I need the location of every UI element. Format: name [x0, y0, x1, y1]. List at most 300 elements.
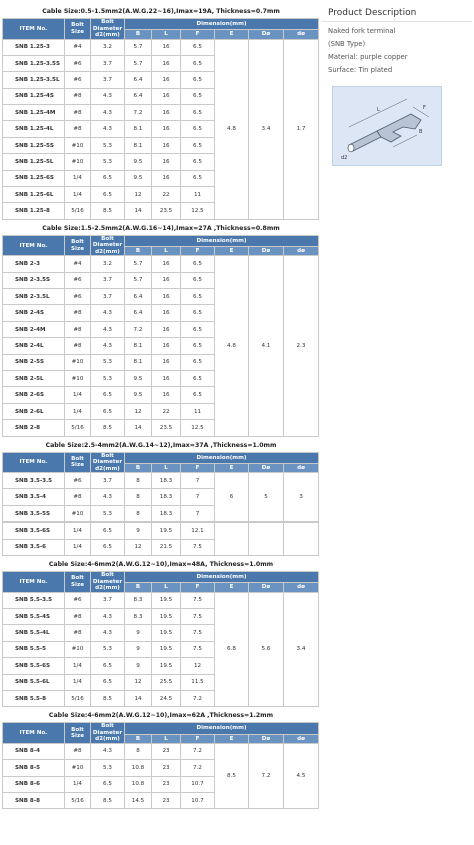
dim-e: 6	[215, 473, 249, 522]
item-header: ITEM No.	[3, 19, 65, 40]
bolt-diameter: 5.3	[91, 371, 125, 387]
dim-f: 7.5	[181, 641, 215, 657]
dim-l: 22	[152, 403, 181, 419]
bolt-size: #10	[65, 137, 91, 153]
dphi-header: Dø	[249, 463, 284, 472]
dim-f: 7	[181, 489, 215, 505]
bolt-diameter: 5.3	[91, 505, 125, 521]
item-header: ITEM No.	[3, 723, 65, 744]
b-header: B	[125, 30, 152, 39]
description-line: Surface: Tin plated	[328, 66, 393, 74]
dim-l: 16	[152, 72, 181, 88]
terminal-fork	[377, 114, 421, 142]
bolt-diameter: 6.5	[91, 523, 125, 539]
bolt-diameter: 4.3	[91, 88, 125, 104]
dim-dsmall	[284, 523, 319, 556]
table-row	[3, 39, 319, 55]
bolt-diameter: 5.3	[91, 154, 125, 170]
bolt-size: 1/4	[65, 387, 91, 403]
bolt-size: 5/16	[65, 792, 91, 808]
bolt-diameter: 6.5	[91, 539, 125, 555]
dim-dsmall: 3	[284, 473, 319, 522]
dim-l: 16	[152, 321, 181, 337]
e-header: E	[215, 30, 249, 39]
dim-f: 7.2	[181, 760, 215, 776]
item-number: SNB 8-5	[3, 760, 65, 776]
dim-f: 6.5	[181, 170, 215, 186]
dim-l: 18.3	[152, 473, 181, 489]
description-line: Naked fork terminal	[328, 27, 396, 35]
dim-f: 6.5	[181, 88, 215, 104]
dim-f: 6.5	[181, 354, 215, 370]
l-header: L	[152, 30, 181, 39]
dim-b: 8.3	[125, 592, 152, 608]
dim-f: 6.5	[181, 289, 215, 305]
bolt-diameter: 3.7	[91, 289, 125, 305]
dim-b: 6.4	[125, 289, 152, 305]
dim-f: 6.5	[181, 39, 215, 55]
dim-l: 16	[152, 354, 181, 370]
dim-l: 16	[152, 55, 181, 71]
dsmall-header: dø	[284, 247, 319, 256]
bolt-diameter: 5.3	[91, 641, 125, 657]
dim-l: 16	[152, 137, 181, 153]
item-number: SNB 1.25-4M	[3, 105, 65, 121]
bolt-diameter: 4.3	[91, 608, 125, 624]
cable-size-title: Cable Size:4-6mm2(A.W.G.12~10),Imax=62A ,Thickness=1.2mm	[48, 712, 274, 720]
bolt-size: 5/16	[65, 420, 91, 436]
bolt-diameter: 3.2	[91, 39, 125, 55]
cable-size-title: Cable Size:0.5-1.5mm2(A.W.G.22~16),Imax=19A, Thickness=0.7mm	[42, 8, 280, 15]
dim-b: 8	[125, 489, 152, 505]
dim-f: 6.5	[181, 72, 215, 88]
dsmall-header: dø	[284, 734, 319, 743]
dim-l: 16	[152, 387, 181, 403]
dim-l: 16	[152, 154, 181, 170]
bolt-diameter: 4.3	[91, 338, 125, 354]
bolt-size: #10	[65, 505, 91, 521]
dimension-header: Dimension(mm)	[125, 235, 319, 246]
item-number: SNB 2-5S	[3, 354, 65, 370]
dim-b: 8.3	[125, 608, 152, 624]
bolt-size: 1/4	[65, 658, 91, 674]
dim-f: 6.5	[181, 55, 215, 71]
dim-b: 5.7	[125, 55, 152, 71]
dim-f: 6.5	[181, 305, 215, 321]
bolt-size: #8	[65, 121, 91, 137]
dim-b: 14.5	[125, 792, 152, 808]
dim-l: 16	[152, 289, 181, 305]
dim-b: 9.5	[125, 387, 152, 403]
description-line: Material: purple copper	[328, 53, 408, 61]
bolt-size: #10	[65, 641, 91, 657]
item-number: SNB 2-3	[3, 256, 65, 272]
f-header: F	[181, 583, 215, 592]
l-header: L	[152, 583, 181, 592]
bolt-size: #8	[65, 88, 91, 104]
dim-label-b: B	[419, 129, 423, 135]
dim-label-f: F	[423, 105, 426, 111]
dim-e: 4.8	[215, 39, 249, 219]
table-row	[3, 592, 319, 608]
dim-f: 12.5	[181, 420, 215, 436]
dim-b: 8	[125, 473, 152, 489]
item-number: SNB 3.5-6S	[3, 523, 65, 539]
dim-b: 5.7	[125, 256, 152, 272]
dim-b: 14	[125, 420, 152, 436]
bolt-size: 1/4	[65, 187, 91, 203]
dim-l: 16	[152, 256, 181, 272]
bolt-diameter: 6.5	[91, 187, 125, 203]
dim-label-l: L	[377, 107, 380, 113]
spec-table	[2, 571, 319, 707]
dim-l: 19.5	[152, 641, 181, 657]
dim-f: 6.5	[181, 338, 215, 354]
bolt-diameter: 3.7	[91, 72, 125, 88]
item-number: SNB 1.25-4L	[3, 121, 65, 137]
spec-section	[2, 559, 320, 707]
bolt-size: #6	[65, 72, 91, 88]
dim-f: 11	[181, 403, 215, 419]
dim-f: 7.5	[181, 592, 215, 608]
bolt-diameter: 4.3	[91, 321, 125, 337]
dim-l: 24.5	[152, 690, 181, 706]
fork-terminal-drawing	[333, 87, 443, 167]
dim-l: 23	[152, 760, 181, 776]
spec-section	[2, 223, 320, 437]
dim-f: 7.5	[181, 539, 215, 555]
f-header: F	[181, 247, 215, 256]
bolt-size: #8	[65, 105, 91, 121]
table-row	[3, 743, 319, 759]
item-number: SNB 5.5-6S	[3, 658, 65, 674]
item-number: SNB 3.5-4	[3, 489, 65, 505]
item-number: SNB 1.25-3	[3, 39, 65, 55]
bolt-diameter-header: Bolt Diameter d2(mm)	[91, 235, 125, 256]
bolt-size: 1/4	[65, 539, 91, 555]
spec-table	[2, 522, 319, 556]
dim-f: 11	[181, 187, 215, 203]
dphi-header: Dø	[249, 583, 284, 592]
b-header: B	[125, 734, 152, 743]
item-number: SNB 8-4	[3, 743, 65, 759]
l-header: L	[152, 463, 181, 472]
dim-l: 16	[152, 371, 181, 387]
bolt-size-header: Bolt Size	[65, 452, 91, 473]
bolt-size: #6	[65, 289, 91, 305]
dim-f: 7	[181, 473, 215, 489]
dim-l: 23	[152, 743, 181, 759]
dphi-header: Dø	[249, 247, 284, 256]
dim-l: 16	[152, 88, 181, 104]
item-number: SNB 1.25-5S	[3, 137, 65, 153]
e-header: E	[215, 247, 249, 256]
dim-f: 6.5	[181, 105, 215, 121]
dim-dphi: 5	[249, 473, 284, 522]
dim-e: 8.5	[215, 743, 249, 809]
dim-dsmall: 1.7	[284, 39, 319, 219]
dim-dphi: 4.1	[249, 256, 284, 436]
dim-b: 8.1	[125, 354, 152, 370]
dim-l: 16	[152, 272, 181, 288]
dim-f: 7.5	[181, 608, 215, 624]
dim-l: 19.5	[152, 523, 181, 539]
item-number: SNB 1.25-6S	[3, 170, 65, 186]
dim-b: 9	[125, 641, 152, 657]
f-header: F	[181, 734, 215, 743]
dim-b: 8.1	[125, 338, 152, 354]
dim-l: 22	[152, 187, 181, 203]
bolt-diameter: 8.5	[91, 420, 125, 436]
spec-section	[2, 6, 320, 220]
item-number: SNB 5.5-8	[3, 690, 65, 706]
dim-f: 12.5	[181, 203, 215, 219]
item-number: SNB 1.25-5L	[3, 154, 65, 170]
cable-size-title: Cable Size:1.5-2.5mm2(A.W.G.16~14),Imax=27A ,Thickness=0.8mm	[42, 224, 280, 232]
dim-f: 12.1	[181, 523, 215, 539]
bolt-diameter: 8.5	[91, 792, 125, 808]
dimension-header: Dimension(mm)	[125, 723, 319, 734]
item-number: SNB 1.25-8	[3, 203, 65, 219]
dim-label-d2: d2	[341, 155, 348, 161]
product-description-title: Product Description	[322, 6, 472, 22]
bolt-diameter: 3.7	[91, 473, 125, 489]
barrel-opening	[348, 144, 354, 152]
dim-e: 4.8	[215, 256, 249, 436]
bolt-diameter: 5.3	[91, 760, 125, 776]
item-number: SNB 2-5L	[3, 371, 65, 387]
bolt-diameter: 6.5	[91, 387, 125, 403]
item-number: SNB 8-6	[3, 776, 65, 792]
dim-e: 6.8	[215, 592, 249, 707]
dim-b: 7.2	[125, 105, 152, 121]
dim-b: 14	[125, 203, 152, 219]
item-number: SNB 3.5-5S	[3, 505, 65, 521]
item-number: SNB 1.25-3.5S	[3, 55, 65, 71]
dim-dphi: 7.2	[249, 743, 284, 809]
spec-table	[2, 452, 319, 523]
spec-section	[2, 710, 320, 809]
bolt-size: #4	[65, 39, 91, 55]
bolt-size: #8	[65, 743, 91, 759]
dim-l: 19.5	[152, 625, 181, 641]
dim-b: 9	[125, 523, 152, 539]
dim-l: 16	[152, 105, 181, 121]
dim-f: 7.5	[181, 625, 215, 641]
e-header: E	[215, 583, 249, 592]
bolt-size: 1/4	[65, 403, 91, 419]
bolt-size: 1/4	[65, 674, 91, 690]
header-row	[3, 723, 319, 734]
dim-l: 19.5	[152, 658, 181, 674]
bolt-size: 1/4	[65, 523, 91, 539]
dim-f: 6.5	[181, 137, 215, 153]
bolt-size: #8	[65, 489, 91, 505]
dim-l: 16	[152, 121, 181, 137]
dim-l: 16	[152, 338, 181, 354]
bolt-size: #8	[65, 338, 91, 354]
item-number: SNB 5.5-4S	[3, 608, 65, 624]
dim-dsmall: 4.5	[284, 743, 319, 809]
product-description-panel	[322, 6, 472, 166]
dsmall-header: dø	[284, 583, 319, 592]
dim-dphi: 5.6	[249, 592, 284, 707]
bolt-diameter: 5.3	[91, 354, 125, 370]
dim-f: 12	[181, 658, 215, 674]
dim-b: 8.1	[125, 121, 152, 137]
dim-l: 23	[152, 776, 181, 792]
dim-b: 14	[125, 690, 152, 706]
dim-f: 6.5	[181, 387, 215, 403]
dim-f: 10.7	[181, 776, 215, 792]
bolt-size: #10	[65, 154, 91, 170]
bolt-diameter: 3.7	[91, 592, 125, 608]
l-header: L	[152, 734, 181, 743]
bolt-diameter: 3.2	[91, 256, 125, 272]
spec-tables	[2, 6, 320, 812]
dim-dphi	[249, 523, 284, 556]
bolt-size: 1/4	[65, 776, 91, 792]
fork-terminal-diagram	[332, 86, 442, 166]
item-number: SNB 5.5-4L	[3, 625, 65, 641]
bolt-diameter: 4.3	[91, 121, 125, 137]
bolt-size: #6	[65, 55, 91, 71]
dim-b: 8	[125, 505, 152, 521]
bolt-diameter: 4.3	[91, 105, 125, 121]
e-header: E	[215, 734, 249, 743]
bolt-size: #4	[65, 256, 91, 272]
dim-b: 9.5	[125, 170, 152, 186]
item-number: SNB 2-3.5L	[3, 289, 65, 305]
b-header: B	[125, 463, 152, 472]
dimension-header: Dimension(mm)	[125, 19, 319, 30]
bolt-size: #8	[65, 608, 91, 624]
dim-f: 7.2	[181, 743, 215, 759]
dim-l: 23.5	[152, 420, 181, 436]
dimension-header: Dimension(mm)	[125, 452, 319, 463]
dim-l: 25.5	[152, 674, 181, 690]
item-number: SNB 5.5-6L	[3, 674, 65, 690]
item-number: SNB 5.5-3.5	[3, 592, 65, 608]
bolt-diameter: 6.5	[91, 170, 125, 186]
bolt-size: #10	[65, 354, 91, 370]
dim-f: 7.2	[181, 690, 215, 706]
dim-b: 6.4	[125, 72, 152, 88]
dim-b: 5.7	[125, 272, 152, 288]
bolt-size: 5/16	[65, 690, 91, 706]
bolt-size: #8	[65, 321, 91, 337]
item-number: SNB 2-4S	[3, 305, 65, 321]
dim-b: 9	[125, 658, 152, 674]
header-row	[3, 235, 319, 246]
bolt-diameter: 4.3	[91, 489, 125, 505]
spec-table	[2, 722, 319, 809]
dim-f: 7	[181, 505, 215, 521]
item-number: SNB 2-6L	[3, 403, 65, 419]
cable-size-title: Cable Size:2.5-4mm2(A.W.G.14~12),Imax=37A ,Thickness=1.0mm	[45, 441, 277, 449]
bolt-diameter: 4.3	[91, 625, 125, 641]
f-header: F	[181, 30, 215, 39]
dim-f: 6.5	[181, 272, 215, 288]
dim-l: 16	[152, 170, 181, 186]
spec-table	[2, 235, 319, 437]
dim-f: 10.7	[181, 792, 215, 808]
dim-l: 18.3	[152, 505, 181, 521]
dim-b: 12	[125, 674, 152, 690]
bolt-diameter-header: Bolt Diameter d2(mm)	[91, 452, 125, 473]
item-number: SNB 1.25-3.5L	[3, 72, 65, 88]
dim-b: 9	[125, 625, 152, 641]
item-number: SNB 1.25-6L	[3, 187, 65, 203]
dim-b: 10.8	[125, 760, 152, 776]
dim-l: 19.5	[152, 592, 181, 608]
item-number: SNB 2-3.5S	[3, 272, 65, 288]
dim-l: 19.5	[152, 608, 181, 624]
description-line: (SNB Type)	[328, 40, 366, 48]
f-header: F	[181, 463, 215, 472]
dim-b: 7.2	[125, 321, 152, 337]
bolt-size-header: Bolt Size	[65, 235, 91, 256]
dphi-header: Dø	[249, 734, 284, 743]
bolt-size: 5/16	[65, 203, 91, 219]
bolt-size: #6	[65, 473, 91, 489]
item-number: SNB 5.5-5	[3, 641, 65, 657]
bolt-diameter: 4.3	[91, 743, 125, 759]
dim-f: 6.5	[181, 371, 215, 387]
dim-b: 12	[125, 539, 152, 555]
bolt-diameter: 8.5	[91, 690, 125, 706]
dim-b: 12	[125, 403, 152, 419]
dim-l: 21.5	[152, 539, 181, 555]
bolt-diameter: 3.7	[91, 272, 125, 288]
bolt-diameter: 6.5	[91, 403, 125, 419]
dim-b: 6.4	[125, 305, 152, 321]
dim-l: 16	[152, 305, 181, 321]
dim-l: 18.3	[152, 489, 181, 505]
dim-b: 9.5	[125, 371, 152, 387]
dim-f: 11.5	[181, 674, 215, 690]
header-row	[3, 572, 319, 583]
item-number: SNB 2-6S	[3, 387, 65, 403]
table-row	[3, 523, 319, 539]
bolt-diameter-header: Bolt Diameter d2(mm)	[91, 19, 125, 40]
table-row	[3, 256, 319, 272]
dsmall-header: dø	[284, 30, 319, 39]
bolt-size: #10	[65, 760, 91, 776]
item-header: ITEM No.	[3, 572, 65, 593]
b-header: B	[125, 583, 152, 592]
bolt-diameter: 6.5	[91, 658, 125, 674]
bolt-diameter-header: Bolt Diameter d2(mm)	[91, 572, 125, 593]
item-header: ITEM No.	[3, 235, 65, 256]
dim-b: 5.7	[125, 39, 152, 55]
dim-f: 6.5	[181, 121, 215, 137]
item-number: SNB 8-8	[3, 792, 65, 808]
dim-dphi: 3.4	[249, 39, 284, 219]
dim-e	[215, 523, 249, 556]
dim-dsmall: 2.3	[284, 256, 319, 436]
bolt-size: 1/4	[65, 170, 91, 186]
header-row	[3, 19, 319, 30]
bolt-size: #8	[65, 305, 91, 321]
item-number: SNB 2-4M	[3, 321, 65, 337]
bolt-size-header: Bolt Size	[65, 572, 91, 593]
bolt-size-header: Bolt Size	[65, 19, 91, 40]
cable-size-title: Cable Size:4-6mm2(A.W.G.12~10),Imax=48A, Thickness=1.0mm	[48, 561, 274, 569]
table-row	[3, 473, 319, 489]
dim-f: 6.5	[181, 256, 215, 272]
bolt-size: #6	[65, 272, 91, 288]
